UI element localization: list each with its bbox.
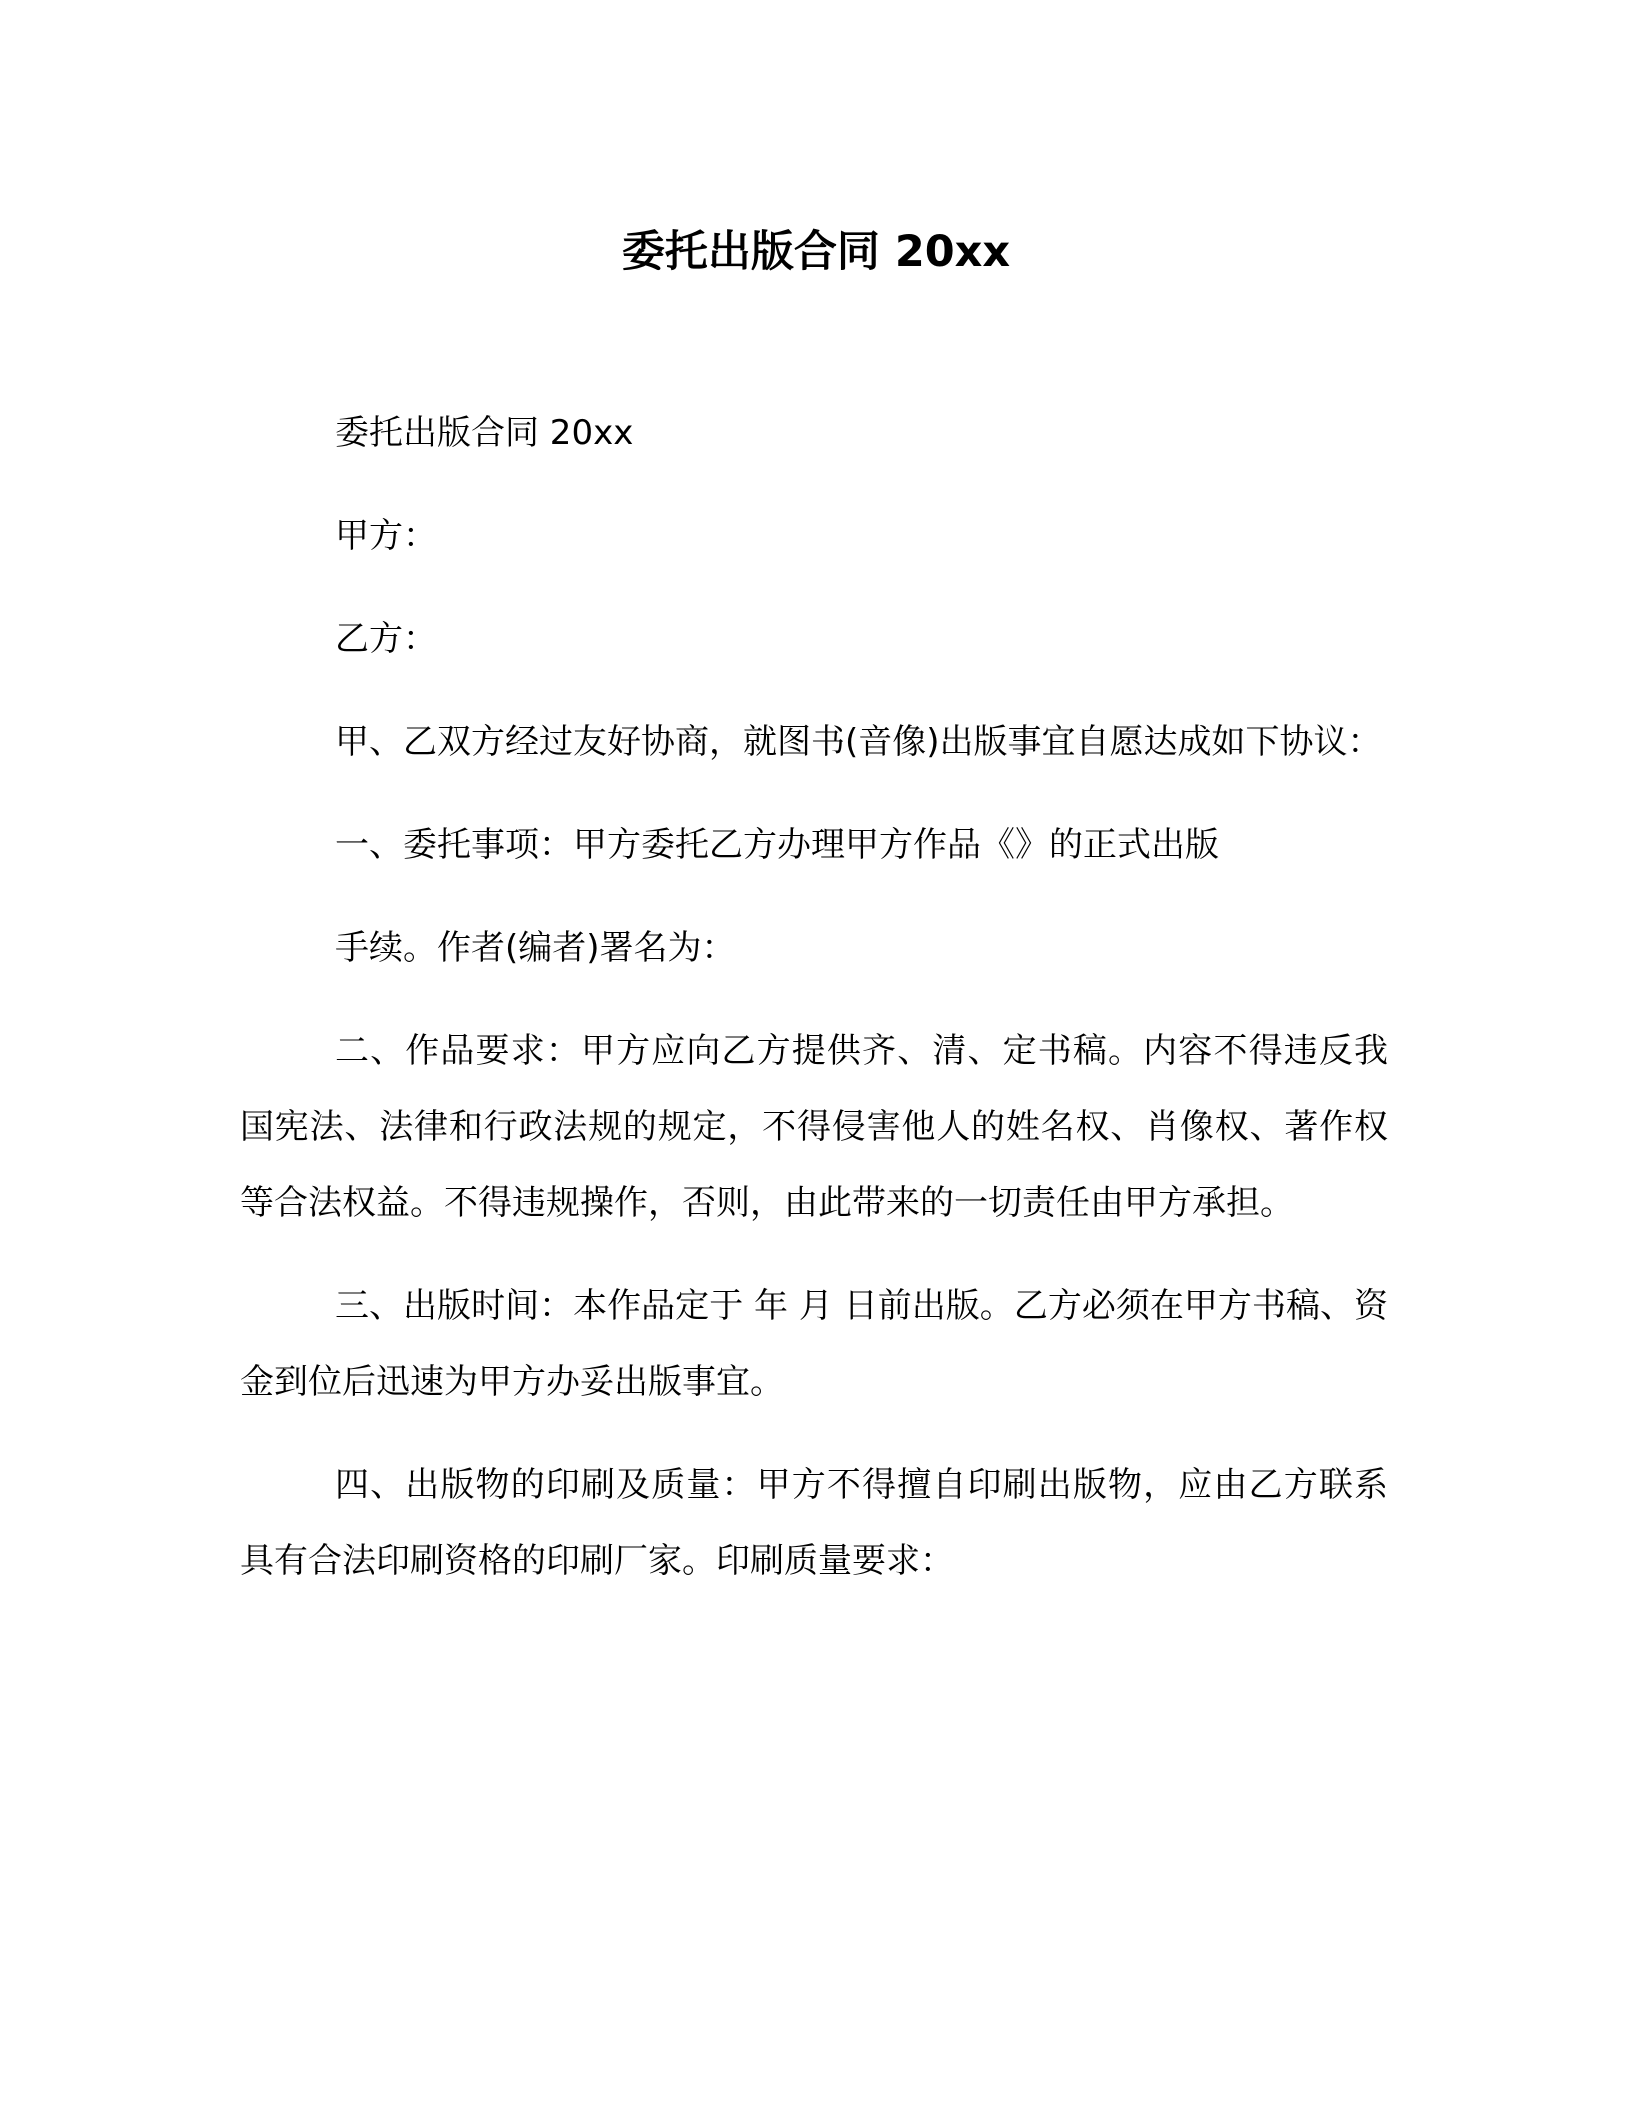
- paragraph-clause-4: 四、出版物的印刷及质量：甲方不得擅自印刷出版物，应由乙方联系具有合法印刷资格的印刷厂家。印刷质量要求：: [240, 1465, 1388, 1581]
- paragraph-clause-1: 一、委托事项：甲方委托乙方办理甲方作品《》的正式出版: [335, 825, 1219, 865]
- paragraph-clause-2: 二、作品要求：甲方应向乙方提供齐、清、定书稿。内容不得违反我国宪法、法律和行政法规的规定，不得侵害他人的姓名权、肖像权、著作权等合法权益。不得违规操作，否则，由此带来的一切责任由甲方承担。: [240, 1031, 1388, 1223]
- paragraph-party-a: 甲方：: [335, 516, 437, 556]
- paragraph-subtitle: 委托出版合同 20xx: [335, 413, 634, 453]
- document-body: [240, 395, 1388, 1626]
- paragraph-clause-3: 三、出版时间：本作品定于 年 月 日前出版。乙方必须在甲方书稿、资金到位后迅速为甲方办妥出版事宜。: [240, 1286, 1388, 1402]
- paragraph-party-b: 乙方：: [335, 619, 437, 659]
- paragraph-preamble: 甲、乙双方经过友好协商，就图书(音像)出版事宜自愿达成如下协议：: [335, 722, 1382, 762]
- paragraph-clause-1-cont: 手续。作者(编者)署名为：: [335, 928, 736, 968]
- document-title: 委托出版合同 20xx: [621, 227, 1011, 277]
